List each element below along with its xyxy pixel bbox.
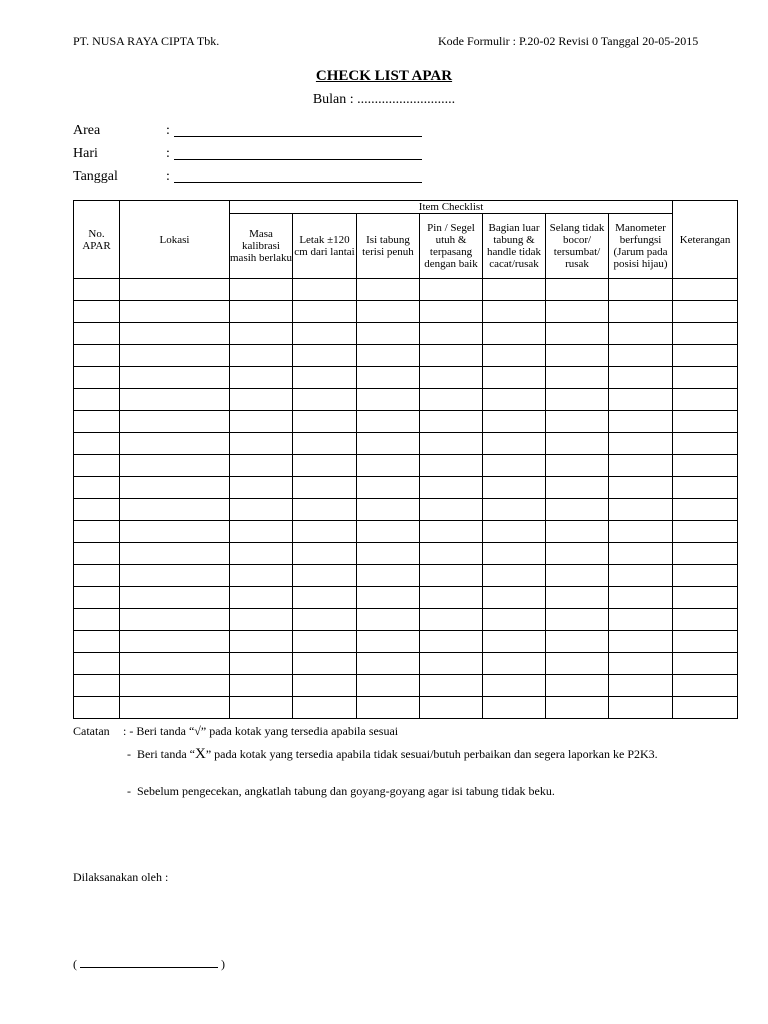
table-cell[interactable] <box>120 323 230 345</box>
table-cell[interactable] <box>120 499 230 521</box>
table-cell[interactable] <box>546 323 609 345</box>
note-1: : - Beri tanda “√” pada kotak yang tersedia apabila sesuai <box>123 724 399 738</box>
table-cell[interactable] <box>293 697 357 719</box>
table-cell[interactable] <box>546 455 609 477</box>
table-cell[interactable] <box>357 477 420 499</box>
table-cell[interactable] <box>230 587 293 609</box>
table-cell[interactable] <box>293 675 357 697</box>
table-cell[interactable] <box>673 631 738 653</box>
table-cell[interactable] <box>546 587 609 609</box>
company-name: PT. NUSA RAYA CIPTA Tbk. <box>73 34 220 48</box>
table-cell[interactable] <box>293 455 357 477</box>
table-cell[interactable] <box>420 411 483 433</box>
table-cell[interactable] <box>420 367 483 389</box>
table-cell[interactable] <box>673 565 738 587</box>
table-cell[interactable] <box>673 477 738 499</box>
table-cell[interactable] <box>483 521 546 543</box>
table-cell[interactable] <box>420 433 483 455</box>
table-cell[interactable] <box>673 521 738 543</box>
table-cell[interactable] <box>609 367 673 389</box>
item-pin-segel: Pin / Segel utuh & terpasang dengan baik <box>420 214 483 279</box>
table-cell[interactable] <box>120 631 230 653</box>
table-cell[interactable] <box>357 345 420 367</box>
table-cell[interactable] <box>293 543 357 565</box>
table-cell[interactable] <box>483 455 546 477</box>
table-cell[interactable] <box>546 433 609 455</box>
table-cell[interactable] <box>483 323 546 345</box>
table-cell[interactable] <box>673 609 738 631</box>
table-cell[interactable] <box>609 345 673 367</box>
table-cell[interactable] <box>74 433 120 455</box>
table-cell[interactable] <box>420 587 483 609</box>
table-cell[interactable] <box>293 609 357 631</box>
table-cell[interactable] <box>673 433 738 455</box>
table-row <box>74 653 738 675</box>
table-cell[interactable] <box>120 543 230 565</box>
table-cell[interactable] <box>420 675 483 697</box>
table-row <box>74 543 738 565</box>
table-cell[interactable] <box>120 565 230 587</box>
table-cell[interactable] <box>483 411 546 433</box>
table-cell[interactable] <box>230 367 293 389</box>
table-cell[interactable] <box>293 521 357 543</box>
table-cell[interactable] <box>420 631 483 653</box>
table-cell[interactable] <box>673 323 738 345</box>
col-no-apar: No. APAR <box>74 201 120 279</box>
item-isi-tabung: Isi tabung terisi penuh <box>357 214 420 279</box>
table-cell[interactable] <box>483 609 546 631</box>
table-cell[interactable] <box>120 367 230 389</box>
table-cell[interactable] <box>483 389 546 411</box>
table-cell[interactable] <box>546 653 609 675</box>
table-cell[interactable] <box>293 323 357 345</box>
table-cell[interactable] <box>483 631 546 653</box>
table-cell[interactable] <box>673 367 738 389</box>
table-cell[interactable] <box>609 455 673 477</box>
table-cell[interactable] <box>357 653 420 675</box>
table-row <box>74 323 738 345</box>
table-cell[interactable] <box>609 499 673 521</box>
table-cell[interactable] <box>74 389 120 411</box>
table-row <box>74 345 738 367</box>
table-row <box>74 433 738 455</box>
table-cell[interactable] <box>546 565 609 587</box>
note-2-text-a: Beri tanda “ <box>137 747 195 761</box>
table-cell[interactable] <box>74 675 120 697</box>
item-letak: Letak ±120 cm dari lantai <box>293 214 357 279</box>
table-cell[interactable] <box>420 389 483 411</box>
hari-line <box>174 147 422 160</box>
table-row <box>74 455 738 477</box>
table-cell[interactable] <box>609 675 673 697</box>
table-cell[interactable] <box>230 301 293 323</box>
item-masa-kalibrasi: Masa kalibrasi masih berlaku <box>230 214 293 279</box>
table-cell[interactable] <box>546 411 609 433</box>
table-cell[interactable] <box>609 631 673 653</box>
item-manometer: Manometer berfungsi (Jarum pada posisi hijau) <box>609 214 673 279</box>
table-cell[interactable] <box>230 323 293 345</box>
table-cell[interactable] <box>230 345 293 367</box>
table-cell[interactable] <box>293 653 357 675</box>
table-cell[interactable] <box>230 697 293 719</box>
form-code: Kode Formulir : P.20-02 Revisi 0 Tanggal 20-05-2015 <box>438 34 699 48</box>
table-cell[interactable] <box>357 367 420 389</box>
table-cell[interactable] <box>546 631 609 653</box>
table-cell[interactable] <box>120 301 230 323</box>
table-cell[interactable] <box>230 565 293 587</box>
table-cell[interactable] <box>293 565 357 587</box>
table-cell[interactable] <box>546 521 609 543</box>
table-cell[interactable] <box>74 631 120 653</box>
table-row-spacer <box>74 279 738 301</box>
table-cell[interactable] <box>230 609 293 631</box>
document-title: CHECK LIST APAR <box>315 68 453 84</box>
col-keterangan: Keterangan <box>673 201 738 279</box>
area-colon: : <box>166 123 170 138</box>
table-cell[interactable] <box>74 301 120 323</box>
table-cell[interactable] <box>609 389 673 411</box>
table-cell[interactable] <box>673 697 738 719</box>
table-cell[interactable] <box>483 345 546 367</box>
note-3: Sebelum pengecekan, angkatlah tabung dan goyang-goyang agar isi tabung tidak beku. <box>137 784 555 798</box>
tanggal-line <box>174 170 422 183</box>
tanggal-label: Tanggal <box>73 169 118 184</box>
table-cell[interactable] <box>546 477 609 499</box>
table-cell[interactable] <box>293 499 357 521</box>
table-cell[interactable] <box>74 543 120 565</box>
table-cell[interactable] <box>74 565 120 587</box>
table-cell[interactable] <box>357 411 420 433</box>
month-field: Bulan : ............................ <box>312 92 456 107</box>
table-row <box>74 499 738 521</box>
table-cell[interactable] <box>357 499 420 521</box>
table-cell[interactable] <box>74 521 120 543</box>
table-cell[interactable] <box>293 367 357 389</box>
note-2-dash: - <box>127 747 131 761</box>
col-item-checklist: Item Checklist <box>230 201 673 214</box>
table-cell[interactable] <box>609 587 673 609</box>
table-cell[interactable] <box>483 433 546 455</box>
table-row <box>74 389 738 411</box>
table-cell[interactable] <box>483 543 546 565</box>
table-cell[interactable] <box>609 521 673 543</box>
table-cell[interactable] <box>673 389 738 411</box>
table-cell[interactable] <box>230 675 293 697</box>
table-cell[interactable] <box>420 301 483 323</box>
table-row <box>74 367 738 389</box>
table-cell[interactable] <box>420 653 483 675</box>
table-cell[interactable] <box>483 565 546 587</box>
table-cell[interactable] <box>120 521 230 543</box>
table-cell[interactable] <box>673 345 738 367</box>
table-cell[interactable] <box>74 653 120 675</box>
table-cell[interactable] <box>293 301 357 323</box>
table-cell[interactable] <box>609 653 673 675</box>
table-cell[interactable] <box>74 499 120 521</box>
table-cell[interactable] <box>673 653 738 675</box>
checklist-table <box>73 200 738 719</box>
table-cell[interactable] <box>357 587 420 609</box>
table-cell[interactable] <box>357 301 420 323</box>
table-cell[interactable] <box>230 477 293 499</box>
table-cell[interactable] <box>673 301 738 323</box>
area-line <box>174 124 422 137</box>
note-2-text-b: ” pada kotak yang tersedia apabila tidak sesuai/butuh perbaikan dan segera laporkan ke P2K3. <box>205 747 658 761</box>
table-row <box>74 477 738 499</box>
table-cell[interactable] <box>357 543 420 565</box>
table-cell[interactable] <box>74 411 120 433</box>
note-2-x-mark: X <box>194 746 206 762</box>
table-row <box>74 697 738 719</box>
col-lokasi: Lokasi <box>120 201 230 279</box>
table-cell[interactable] <box>230 631 293 653</box>
signature-close-paren: ) <box>221 957 225 971</box>
table-cell[interactable] <box>120 455 230 477</box>
notes-label: Catatan <box>73 724 110 738</box>
table-cell[interactable] <box>609 543 673 565</box>
table-cell[interactable] <box>609 477 673 499</box>
table-cell[interactable] <box>420 543 483 565</box>
table-cell[interactable] <box>120 653 230 675</box>
table-cell[interactable] <box>483 587 546 609</box>
table-cell[interactable] <box>357 389 420 411</box>
signature-blank <box>80 956 218 968</box>
table-cell[interactable] <box>673 543 738 565</box>
table-cell[interactable] <box>483 477 546 499</box>
table-cell[interactable] <box>420 521 483 543</box>
note-3-dash: - <box>127 784 131 798</box>
table-cell[interactable] <box>74 609 120 631</box>
table-cell[interactable] <box>74 697 120 719</box>
table-cell[interactable] <box>420 345 483 367</box>
table-cell[interactable] <box>230 455 293 477</box>
table-cell[interactable] <box>293 587 357 609</box>
table-cell[interactable] <box>546 345 609 367</box>
table-cell[interactable] <box>74 345 120 367</box>
table-cell[interactable] <box>546 543 609 565</box>
table-row <box>74 675 738 697</box>
table-cell[interactable] <box>293 477 357 499</box>
table-row <box>74 521 738 543</box>
signature-line <box>73 956 225 972</box>
table-row <box>74 411 738 433</box>
table-cell[interactable] <box>483 653 546 675</box>
table-cell[interactable] <box>230 389 293 411</box>
table-cell[interactable] <box>293 389 357 411</box>
table-cell[interactable] <box>230 521 293 543</box>
table-cell[interactable] <box>483 499 546 521</box>
table-cell[interactable] <box>74 455 120 477</box>
table-cell[interactable] <box>74 367 120 389</box>
table-cell[interactable] <box>673 675 738 697</box>
hari-colon: : <box>166 146 170 161</box>
table-cell[interactable] <box>357 675 420 697</box>
table-cell[interactable] <box>546 389 609 411</box>
table-cell[interactable] <box>357 521 420 543</box>
table-cell[interactable] <box>673 499 738 521</box>
note-2 <box>137 747 694 762</box>
item-selang: Selang tidak bocor/ tersumbat/ rusak <box>546 214 609 279</box>
table-cell[interactable] <box>420 609 483 631</box>
table-cell[interactable] <box>293 433 357 455</box>
table-cell[interactable] <box>483 675 546 697</box>
hari-label: Hari <box>73 146 98 161</box>
table-cell[interactable] <box>120 433 230 455</box>
table-cell[interactable] <box>230 411 293 433</box>
table-row <box>74 631 738 653</box>
table-cell[interactable] <box>609 411 673 433</box>
table-cell[interactable] <box>293 411 357 433</box>
table-cell[interactable] <box>120 675 230 697</box>
table-cell[interactable] <box>293 631 357 653</box>
table-cell[interactable] <box>120 345 230 367</box>
table-cell[interactable] <box>357 697 420 719</box>
executed-by-label: Dilaksanakan oleh : <box>73 870 169 884</box>
table-row <box>74 301 738 323</box>
table-row <box>74 587 738 609</box>
table-cell[interactable] <box>120 609 230 631</box>
table-cell[interactable] <box>420 697 483 719</box>
table-cell[interactable] <box>546 367 609 389</box>
table-cell[interactable] <box>120 389 230 411</box>
table-cell[interactable] <box>230 499 293 521</box>
table-cell[interactable] <box>609 697 673 719</box>
table-cell[interactable] <box>546 697 609 719</box>
table-row <box>74 609 738 631</box>
table-cell[interactable] <box>483 697 546 719</box>
table-cell[interactable] <box>483 301 546 323</box>
table-cell[interactable] <box>546 499 609 521</box>
table-cell[interactable] <box>74 587 120 609</box>
table-cell[interactable] <box>357 433 420 455</box>
table-cell[interactable] <box>120 697 230 719</box>
tanggal-colon: : <box>166 169 170 184</box>
table-cell[interactable] <box>483 367 546 389</box>
signature-open-paren: ( <box>73 957 77 971</box>
table-cell[interactable] <box>420 499 483 521</box>
table-cell[interactable] <box>230 653 293 675</box>
table-cell[interactable] <box>609 565 673 587</box>
table-cell[interactable] <box>609 301 673 323</box>
table-cell[interactable] <box>293 345 357 367</box>
table-cell[interactable] <box>673 411 738 433</box>
table-cell[interactable] <box>420 455 483 477</box>
table-cell[interactable] <box>120 411 230 433</box>
table-cell[interactable] <box>357 455 420 477</box>
table-cell[interactable] <box>120 477 230 499</box>
area-label: Area <box>73 123 101 138</box>
table-cell[interactable] <box>230 433 293 455</box>
table-cell[interactable] <box>546 301 609 323</box>
table-cell[interactable] <box>546 675 609 697</box>
table-cell[interactable] <box>546 609 609 631</box>
table-row <box>74 565 738 587</box>
item-bagian-luar: Bagian luar tabung & handle tidak cacat/rusak <box>483 214 546 279</box>
table-cell[interactable] <box>609 433 673 455</box>
table-cell[interactable] <box>357 609 420 631</box>
table-cell[interactable] <box>120 587 230 609</box>
table-cell[interactable] <box>609 609 673 631</box>
table-cell[interactable] <box>673 587 738 609</box>
table-cell[interactable] <box>420 565 483 587</box>
table-cell[interactable] <box>357 323 420 345</box>
table-cell[interactable] <box>74 477 120 499</box>
table-cell[interactable] <box>420 477 483 499</box>
table-cell[interactable] <box>74 323 120 345</box>
table-cell[interactable] <box>357 565 420 587</box>
table-cell[interactable] <box>673 455 738 477</box>
table-cell[interactable] <box>357 631 420 653</box>
table-cell[interactable] <box>230 543 293 565</box>
table-cell[interactable] <box>609 323 673 345</box>
table-cell[interactable] <box>420 323 483 345</box>
